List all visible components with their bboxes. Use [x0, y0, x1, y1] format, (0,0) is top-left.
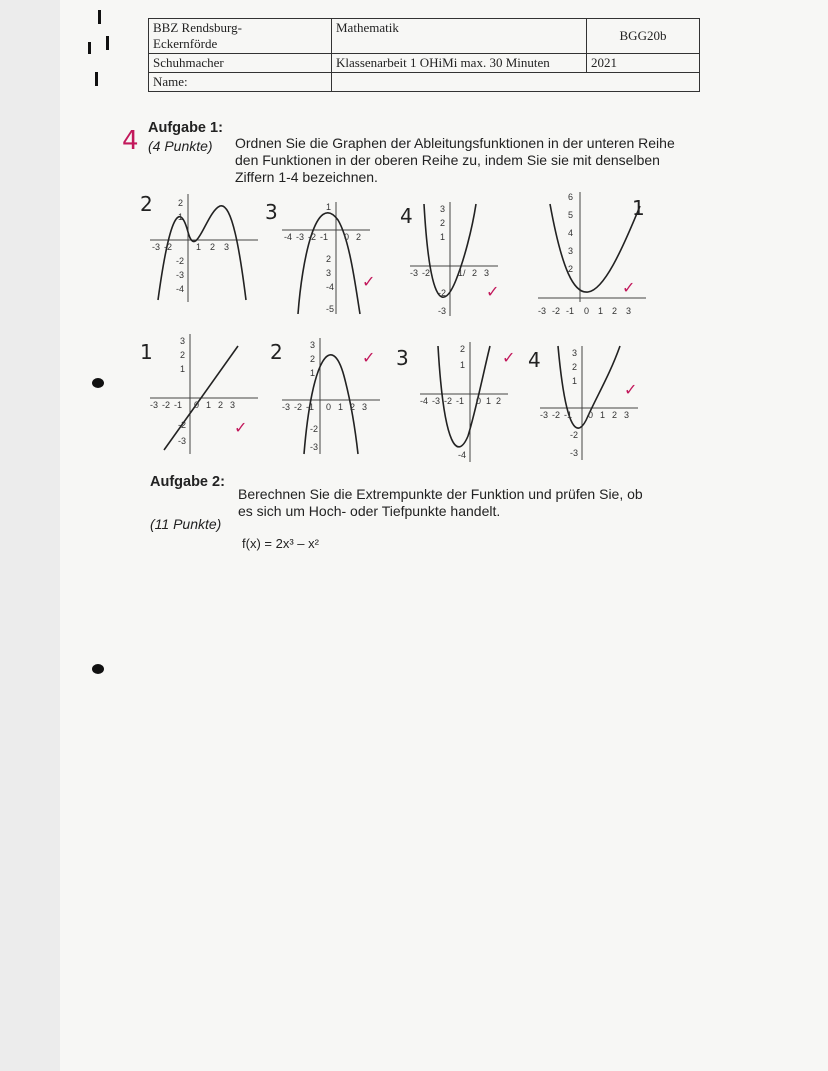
- svg-text:2: 2: [496, 396, 502, 406]
- handwritten-score: 4: [122, 126, 139, 156]
- svg-text:-2: -2: [422, 268, 431, 278]
- task1-text-line2: den Funktionen in der oberen Reihe zu, indem Sie sie mit denselben: [235, 152, 660, 168]
- task2-points: (11 Punkte): [150, 516, 222, 532]
- svg-text:0: 0: [344, 232, 350, 242]
- svg-text:-3: -3: [178, 436, 187, 446]
- punch-mark: [106, 36, 109, 50]
- bottom-label-3: 3: [396, 346, 409, 370]
- check-mark-bottom-2: ✓: [362, 348, 376, 367]
- svg-text:2: 2: [180, 350, 186, 360]
- svg-text:2: 2: [326, 254, 332, 264]
- check-mark-bottom-1: ✓: [234, 418, 248, 437]
- svg-text:1: 1: [326, 202, 332, 212]
- svg-text:3: 3: [180, 336, 186, 346]
- top-label-2: 3: [265, 200, 278, 224]
- svg-text:2: 2: [210, 242, 216, 252]
- svg-text:-1: -1: [174, 400, 183, 410]
- svg-text:2: 2: [218, 400, 224, 410]
- svg-text:2: 2: [350, 402, 356, 412]
- punch-hole: [92, 378, 104, 388]
- task1-text-line1: Ordnen Sie die Graphen der Ableitungsfunktionen in der unteren Reihe: [235, 135, 675, 151]
- svg-text:-2: -2: [552, 410, 561, 420]
- svg-text:3: 3: [484, 268, 490, 278]
- svg-text:-3: -3: [296, 232, 305, 242]
- svg-text:2: 2: [460, 344, 466, 354]
- svg-text:-3: -3: [538, 306, 547, 316]
- svg-text:3: 3: [230, 400, 236, 410]
- svg-text:1: 1: [572, 376, 578, 386]
- graph-top-1: [150, 192, 260, 304]
- svg-text:0: 0: [584, 306, 590, 316]
- teacher-cell: Schuhmacher: [149, 54, 332, 73]
- svg-text:3: 3: [572, 348, 578, 358]
- check-mark-top-3: ✓: [486, 282, 500, 301]
- svg-text:1: 1: [196, 242, 202, 252]
- check-mark-top-4: ✓: [622, 278, 636, 297]
- graph-top-2: [282, 200, 372, 316]
- name-field: [332, 73, 700, 92]
- svg-text:2: 2: [612, 410, 618, 420]
- svg-text:1: 1: [310, 368, 316, 378]
- svg-text:-2: -2: [178, 420, 187, 430]
- bottom-label-4: 4: [528, 348, 541, 372]
- svg-text:1: 1: [460, 360, 466, 370]
- svg-text:2: 2: [310, 354, 316, 364]
- check-mark-bottom-3: ✓: [502, 348, 516, 367]
- task2-formula: f(x) = 2x³ – x²: [242, 536, 319, 551]
- svg-text:-3: -3: [432, 396, 441, 406]
- svg-text:3: 3: [224, 242, 230, 252]
- svg-text:-1: -1: [564, 410, 573, 420]
- svg-text:4: 4: [568, 228, 574, 238]
- punch-hole: [92, 664, 104, 674]
- svg-text:-3: -3: [438, 306, 447, 316]
- svg-text:-4: -4: [176, 284, 185, 294]
- graph-top-4: [538, 190, 648, 320]
- svg-text:-3: -3: [540, 410, 549, 420]
- svg-text:6: 6: [568, 192, 574, 202]
- svg-text:-5: -5: [326, 304, 335, 314]
- svg-text:-4: -4: [326, 282, 335, 292]
- svg-text:-2: -2: [308, 232, 317, 242]
- svg-text:1/: 1/: [458, 268, 466, 278]
- task1-title: Aufgabe 1:: [148, 120, 223, 136]
- svg-text:1: 1: [206, 400, 212, 410]
- punch-mark: [95, 72, 98, 86]
- bottom-label-2: 2: [270, 340, 283, 364]
- graph-bottom-4: [540, 344, 640, 462]
- svg-text:2: 2: [612, 306, 618, 316]
- svg-text:5: 5: [568, 210, 574, 220]
- svg-text:2: 2: [440, 218, 446, 228]
- check-mark-bottom-4: ✓: [624, 380, 638, 399]
- svg-text:3: 3: [626, 306, 632, 316]
- svg-text:-4: -4: [284, 232, 293, 242]
- task1-text-line3: Ziffern 1-4 bezeichnen.: [235, 169, 378, 185]
- svg-text:1: 1: [178, 212, 184, 222]
- top-label-3: 4: [400, 204, 413, 228]
- svg-text:0: 0: [194, 400, 200, 410]
- svg-text:2: 2: [572, 362, 578, 372]
- svg-text:-2: -2: [444, 396, 453, 406]
- svg-text:-3: -3: [152, 242, 161, 252]
- svg-text:-2: -2: [310, 424, 319, 434]
- svg-text:3: 3: [362, 402, 368, 412]
- svg-text:1: 1: [600, 410, 606, 420]
- svg-text:0: 0: [326, 402, 332, 412]
- svg-text:1: 1: [598, 306, 604, 316]
- svg-text:-2: -2: [176, 256, 185, 266]
- svg-text:-2: -2: [164, 242, 173, 252]
- svg-text:-3: -3: [310, 442, 319, 452]
- task2-title: Aufgabe 2:: [150, 474, 225, 490]
- graph-bottom-1: [150, 332, 260, 456]
- svg-text:1: 1: [486, 396, 492, 406]
- svg-text:-3: -3: [570, 448, 579, 458]
- svg-text:-4: -4: [458, 450, 467, 460]
- punch-mark: [98, 10, 101, 24]
- svg-text:-2: -2: [294, 402, 303, 412]
- year-cell: 2021: [587, 54, 700, 73]
- school-line1: BBZ Rendsburg-: [153, 20, 242, 35]
- graph-bottom-3: [420, 340, 510, 464]
- svg-text:3: 3: [568, 246, 574, 256]
- svg-text:-2: -2: [162, 400, 171, 410]
- svg-text:3: 3: [326, 268, 332, 278]
- class-label: BGG20b: [619, 28, 667, 43]
- svg-text:3: 3: [440, 204, 446, 214]
- svg-text:-2: -2: [552, 306, 561, 316]
- svg-text:2: 2: [568, 264, 574, 274]
- svg-text:2: 2: [178, 198, 184, 208]
- bottom-label-1: 1: [140, 340, 153, 364]
- top-label-4: 1: [632, 196, 645, 220]
- svg-text:0: 0: [588, 410, 594, 420]
- svg-text:1: 1: [180, 364, 186, 374]
- svg-text:-1: -1: [566, 306, 575, 316]
- svg-text:-3: -3: [282, 402, 291, 412]
- task2-text-line1: Berechnen Sie die Extrempunkte der Funktion und prüfen Sie, ob: [238, 486, 643, 502]
- class-cell: [587, 19, 700, 54]
- subject-cell: Mathematik: [332, 19, 587, 54]
- top-label-1: 2: [140, 192, 153, 216]
- exam-cell: Klassenarbeit 1 OHiMi max. 30 Minuten: [332, 54, 587, 73]
- svg-text:2: 2: [356, 232, 362, 242]
- svg-text:-3: -3: [176, 270, 185, 280]
- svg-text:-3: -3: [150, 400, 159, 410]
- svg-text:0: 0: [476, 396, 482, 406]
- svg-text:-2: -2: [570, 430, 579, 440]
- svg-text:1: 1: [338, 402, 344, 412]
- svg-text:-1: -1: [306, 402, 315, 412]
- check-mark-top-2: ✓: [362, 272, 376, 291]
- school-line2: Eckernförde: [153, 36, 218, 51]
- name-cell: Name:: [149, 73, 332, 92]
- svg-text:-1: -1: [456, 396, 465, 406]
- svg-text:3: 3: [310, 340, 316, 350]
- svg-text:3: 3: [624, 410, 630, 420]
- svg-text:-3: -3: [410, 268, 419, 278]
- svg-text:-1: -1: [320, 232, 329, 242]
- header-table: [148, 18, 700, 92]
- svg-text:-2: -2: [438, 288, 447, 298]
- school-cell: [149, 19, 332, 54]
- svg-text:-4: -4: [420, 396, 429, 406]
- task2-text-line2: es sich um Hoch- oder Tiefpunkte handelt.: [238, 503, 501, 519]
- task1-points: (4 Punkte): [148, 138, 213, 154]
- svg-text:1: 1: [440, 232, 446, 242]
- svg-text:2: 2: [472, 268, 478, 278]
- punch-mark: [88, 42, 91, 54]
